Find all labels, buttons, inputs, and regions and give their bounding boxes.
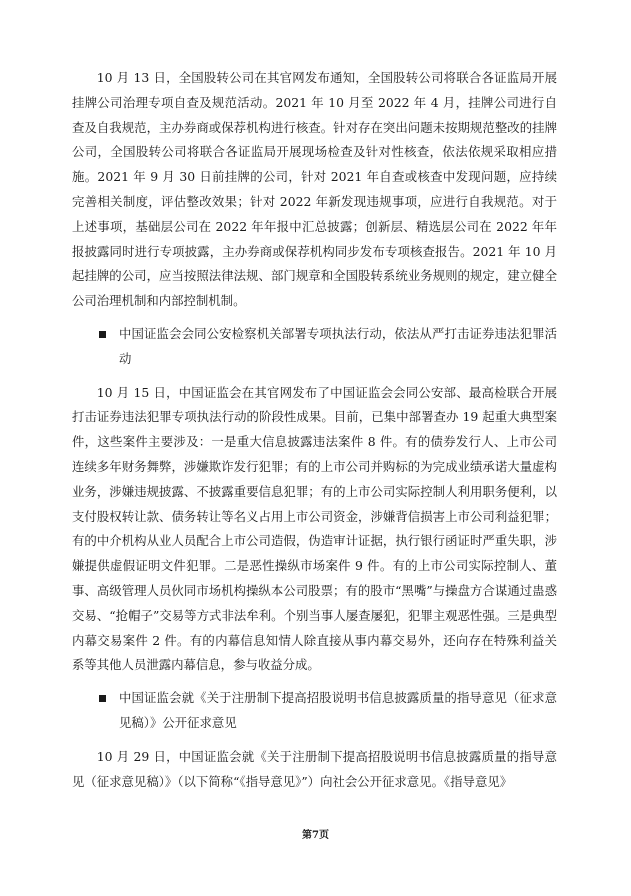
paragraph-prospectus-guidance: 10 月 29 日，中国证监会就《关于注册制下提高招股说明书信息披露质量的指导意见（征求意见稿）》（以下简称“《指导意见》”）向社会公开征求意见。《指导意见》	[72, 748, 557, 789]
section-heading-text: 中国证监会会同公安检察机关部署专项执法行动，依法从严打击证券违法犯罪活动	[119, 325, 557, 366]
page-number: 第7页	[302, 830, 329, 841]
square-bullet-icon	[99, 695, 106, 702]
paragraph-enforcement-results: 10 月 15 日，中国证监会在其官网发布了中国证监会会同公安部、最高检联合开展打击证券违法犯罪专项执法行动的阶段性成果。目前，已集中部署查办 19 起重大典型案件，这些案件主要涉及：一是重大信息披露违法案件 8 件。有的债券发行人、上市公司连续多年财务舞弊，涉嫌欺诈发行犯罪；有的上市公司并购标的为完成业绩承诺大量虚构业务，涉嫌违规披露、不披露重要信息犯罪；有的上市公司实际控制人利用职务便利，以支付股权转让款、债务转让等名义占用上市公司资金，涉嫌背信损害上市公司利益犯罪；有的中介机构从业人员配合上市公司造假，伪造审计证据，执行银行函证时严重失职，涉嫌提供虚假证明文件犯罪。二是恶性操纵市场案件 9 件。有的上市公司实际控制人、董事、高级管理人员伙同市场机构操纵本公司股票；有的股市“黑嘴”与操盘方合谋通过蛊惑交易、“抢帽子”交易等方式非法牟利。个别当事人屡查屡犯，犯罪主观恶性强。三是典型内幕交易案件 2 件。有的内幕信息知情人除直接从事内幕交易外，还向存在特殊利益关系等其他人员泄露内幕信息，参与收益分成。	[72, 384, 557, 673]
square-bullet-icon	[99, 331, 106, 338]
section-heading-text: 中国证监会就《关于注册制下提高招股说明书信息披露质量的指导意见（征求意见稿）》公开征求意见	[119, 690, 557, 730]
paragraph-neeq-governance: 10 月 13 日，全国股转公司在其官网发布通知，全国股转公司将联合各证监局开展挂牌公司治理专项自查及规范活动。2021 年 10 月至 2022 年 4 月，挂牌公司进行自查及自我规范，主办券商或保荐机构进行核查。针对存在突出问题未按期规范整改的挂牌公司，全国股转公司将联合各证监局开展现场检查及针对性核查，依法依规采取相应措施。2021 年 9 月 30 日前挂牌的公司，针对 2021 年自查或核查中发现问题，应持续完善相关制度，评估整改效果；针对 2022 年新发现违规事项，应进行自我规范。对于上述事项，基础层公司在 2022 年年报中汇总披露；创新层、精选层公司在 2022 年年报披露同时进行专项披露，主办券商或保荐机构同步发布专项核查报告。2021 年 10 月起挂牌的公司，应当按照法律法规、部门规章和全国股转系统业务规则的规定，建立健全公司治理机制和内部控制机制。	[72, 70, 557, 309]
section-heading-prospectus	[72, 686, 557, 736]
document-page	[72, 66, 557, 794]
section-heading-enforcement	[72, 322, 557, 372]
